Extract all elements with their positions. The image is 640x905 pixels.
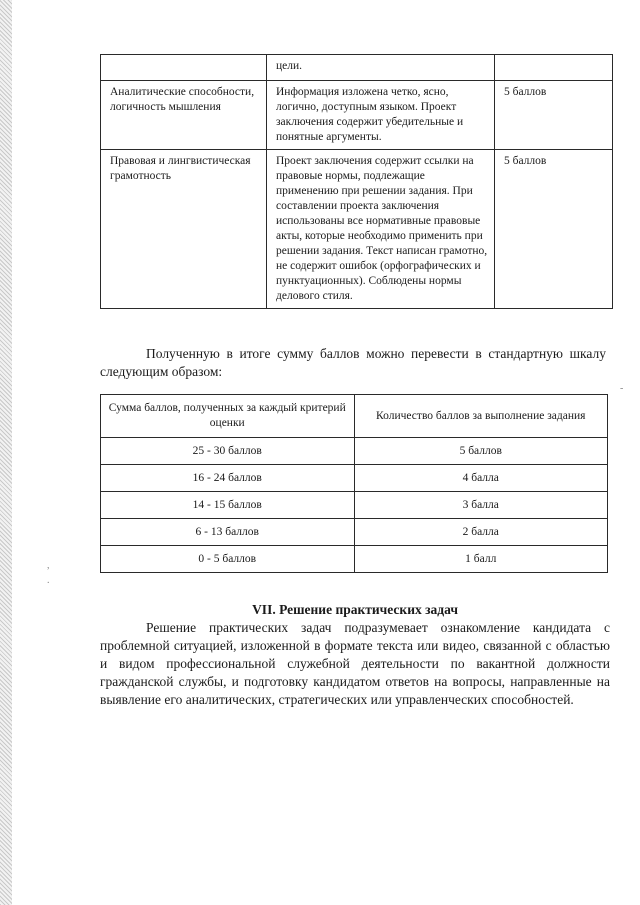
table-row — [101, 492, 608, 519]
intro-paragraph: Полученную в итоге сумму баллов можно перевести в стандартную шкалу следующим образом: — [100, 346, 606, 379]
header-points-cell: Количество баллов за выполнение задания — [354, 395, 608, 438]
points-cell: 4 балла — [354, 465, 608, 492]
criterion-cell — [101, 55, 267, 81]
section-paragraph: Решение практических задач подразумевает ознакомление кандидата с проблемной ситуацией, изложенной в формате текста или видео, связанной с областью и видом профессиональной служебной деятельности по вакантной должности гражданской службы, и подготовку кандидатом ответов на вопросы, направленные на выявление его аналитических, стратегических или управленческих способностей. — [100, 620, 610, 707]
description-cell: Информация изложена четко, ясно, логично, доступным языком. Проект заключения содержит убедительные и понятные аргументы. — [267, 81, 495, 150]
points-cell: 2 балла — [354, 519, 608, 546]
description-cell: цели. — [267, 55, 495, 81]
table-row — [101, 519, 608, 546]
criterion-cell: Правовая и лингвистическая грамотность — [101, 150, 267, 309]
scan-mark: . — [47, 575, 50, 586]
criterion-cell: Аналитические способности, логичность мышления — [101, 81, 267, 150]
scan-mark: , — [47, 560, 50, 571]
range-cell: 0 - 5 баллов — [101, 546, 355, 573]
points-cell: 5 баллов — [354, 438, 608, 465]
scan-mark: - — [620, 383, 624, 394]
score-cell — [495, 55, 613, 81]
score-cell: 5 баллов — [495, 81, 613, 150]
table-row — [101, 465, 608, 492]
points-cell: 3 балла — [354, 492, 608, 519]
table-row — [101, 546, 608, 573]
header-sum-cell: Сумма баллов, полученных за каждый критерий оценки — [101, 395, 355, 438]
section-title: VII. Решение практических задач — [252, 602, 458, 617]
points-cell: 1 балл — [354, 546, 608, 573]
range-cell: 6 - 13 баллов — [101, 519, 355, 546]
range-cell: 16 - 24 баллов — [101, 465, 355, 492]
criteria-table — [100, 54, 613, 309]
score-cell: 5 баллов — [495, 150, 613, 309]
scan-edge-stripe — [0, 0, 12, 905]
table-row — [101, 438, 608, 465]
table-row — [101, 150, 613, 309]
description-cell: Проект заключения содержит ссылки на правовые нормы, подлежащие применению при решении задания. При составлении проекта заключения использованы все нормативные правовые акты, которые необходимо применить при решении задания. Текст написан грамотно, не содержит ошибок (орфографических и пунктуационных). Соблюдены нормы делового стиля. — [267, 150, 495, 309]
table-row — [101, 81, 613, 150]
range-cell: 14 - 15 баллов — [101, 492, 355, 519]
table-header-row — [101, 395, 608, 438]
table-row — [101, 55, 613, 81]
range-cell: 25 - 30 баллов — [101, 438, 355, 465]
scale-table — [100, 394, 608, 573]
